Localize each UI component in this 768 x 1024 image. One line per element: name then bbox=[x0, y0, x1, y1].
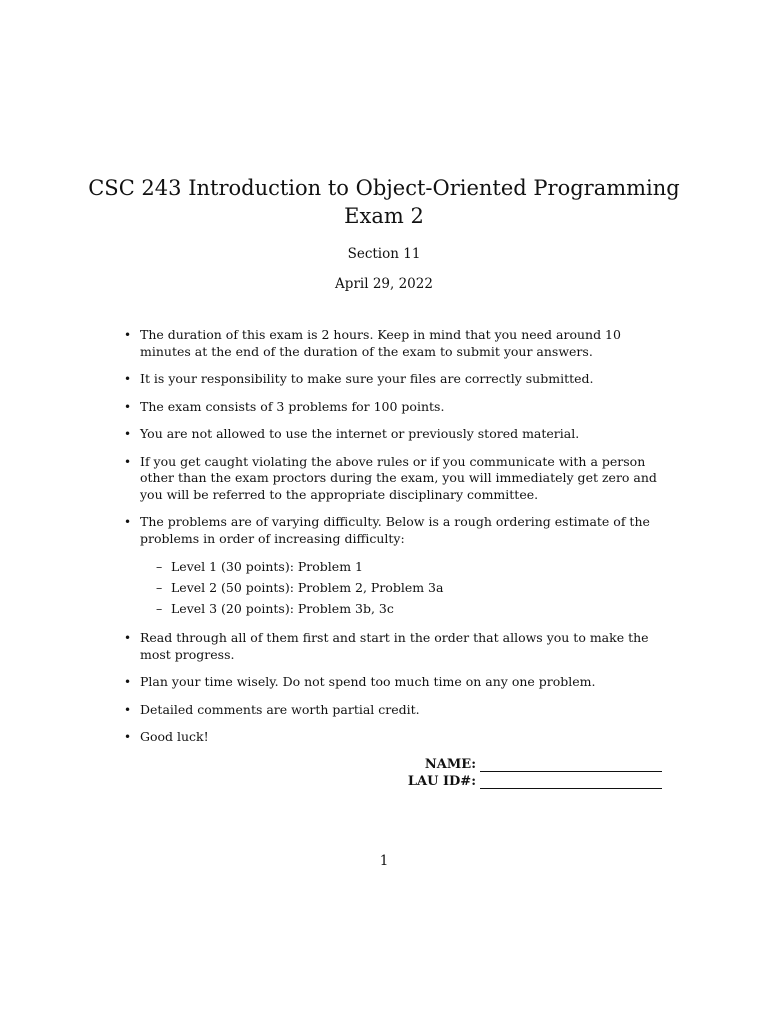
signature-block bbox=[380, 756, 670, 790]
rule-text: Plan your time wisely. Do not spend too much time on any one problem. bbox=[140, 674, 596, 689]
bullet-icon: • bbox=[124, 454, 132, 469]
difficulty-text: Level 1 (30 points): Problem 1 bbox=[171, 559, 363, 574]
rule-text: Detailed comments are worth partial credit. bbox=[140, 701, 420, 717]
bullet-icon: • bbox=[124, 372, 132, 386]
exam-rules-list bbox=[124, 327, 669, 757]
page-number: 1 bbox=[379, 853, 389, 869]
name-label: NAME: bbox=[424, 757, 476, 772]
exam-subtitle: Exam 2 bbox=[344, 204, 424, 228]
bullet-icon: • bbox=[124, 328, 132, 342]
id-field-line[interactable] bbox=[480, 788, 662, 789]
difficulty-item bbox=[140, 598, 669, 619]
exam-section: Section 11 bbox=[347, 246, 421, 262]
difficulty-text: Level 3 (20 points): Problem 3b, 3c bbox=[171, 601, 394, 616]
difficulty-list bbox=[140, 556, 669, 619]
rule-text: Read through all of them first and start in the order that allows you to make the most progress. bbox=[140, 630, 649, 662]
id-row bbox=[380, 773, 670, 790]
rule-item bbox=[124, 674, 669, 691]
rule-text: If you get caught violating the above rules or if you communicate with a person other than the exam proctors during the exam, you will immediately get zero and you will be referred to the appropriate disciplinary committee. bbox=[140, 453, 657, 502]
rule-item bbox=[124, 454, 669, 504]
name-row bbox=[380, 756, 670, 773]
rule-item bbox=[124, 371, 669, 388]
rule-item bbox=[124, 426, 669, 443]
rule-text: The duration of this exam is 2 hours. Keep in mind that you need around 10 minutes at the end of the duration of the exam to submit your answers. bbox=[140, 327, 621, 359]
rule-item bbox=[124, 702, 669, 719]
bullet-icon: • bbox=[124, 730, 132, 744]
rule-text: Good luck! bbox=[140, 729, 209, 744]
bullet-icon: • bbox=[124, 702, 132, 717]
dash-icon: – bbox=[156, 559, 163, 574]
rule-text: It is your responsibility to make sure your files are correctly submitted. bbox=[140, 371, 594, 386]
dash-icon: – bbox=[156, 601, 163, 616]
exam-title: CSC 243 Introduction to Object-Oriented Programming bbox=[88, 176, 680, 200]
name-field-line[interactable] bbox=[480, 771, 662, 772]
dash-icon: – bbox=[156, 580, 163, 595]
rule-item bbox=[124, 630, 669, 663]
difficulty-item bbox=[140, 577, 669, 598]
difficulty-item bbox=[140, 556, 669, 577]
exam-date: April 29, 2022 bbox=[335, 276, 433, 292]
rule-item bbox=[124, 514, 669, 619]
bullet-icon: • bbox=[124, 399, 132, 414]
difficulty-text: Level 2 (50 points): Problem 2, Problem 3a bbox=[171, 580, 444, 595]
bullet-icon: • bbox=[124, 631, 132, 645]
bullet-icon: • bbox=[124, 675, 132, 689]
rule-item bbox=[124, 729, 669, 746]
rule-text: The problems are of varying difficulty. Below is a rough ordering estimate of the problems in order of increasing difficulty: bbox=[140, 514, 650, 546]
rule-text: You are not allowed to use the internet or previously stored material. bbox=[140, 426, 580, 441]
bullet-icon: • bbox=[124, 515, 132, 529]
rule-item bbox=[124, 399, 669, 416]
rule-item bbox=[124, 327, 669, 360]
id-label: LAU ID#: bbox=[407, 774, 476, 789]
bullet-icon: • bbox=[124, 427, 132, 441]
rule-text: The exam consists of 3 problems for 100 points. bbox=[140, 398, 445, 414]
